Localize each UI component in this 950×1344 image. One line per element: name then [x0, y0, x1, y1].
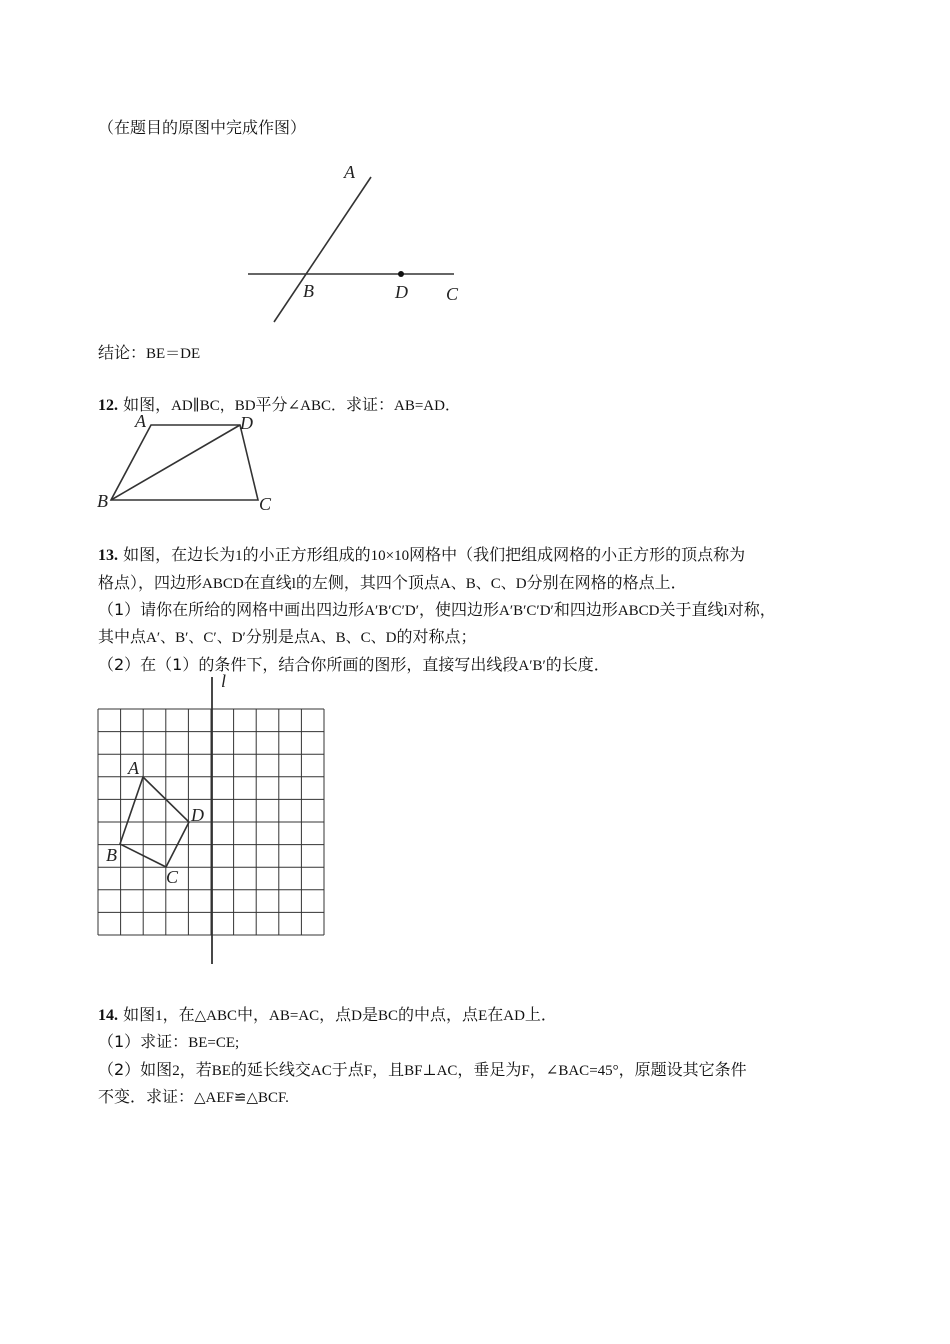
text: 于点: [331, 1060, 364, 1079]
text: 的小正方形组成的: [242, 545, 371, 564]
math: BE: [211, 1063, 231, 1079]
q12-math: ∠ABC．: [287, 398, 346, 414]
math: A′、B′、C′、D′: [146, 630, 246, 646]
label-l: l: [221, 671, 227, 691]
point-d-dot: [398, 271, 404, 277]
text: 如图，在边长为: [118, 545, 236, 564]
label-a: A: [135, 411, 146, 431]
text: 的左侧，其四个顶点: [295, 573, 440, 592]
q14-number: 14.: [98, 1007, 118, 1024]
text: 如图: [118, 1005, 156, 1024]
math: F: [521, 1063, 530, 1079]
text: 分别是点: [245, 627, 310, 646]
text: 在: [487, 1005, 504, 1024]
trapezoid-abcd: [111, 425, 258, 500]
math: D: [351, 1008, 363, 1024]
text: （1）请你在所给的网格中画出四边形: [98, 600, 365, 619]
math: △ABC: [194, 1008, 237, 1024]
grid-lines: [98, 709, 324, 935]
text: 和四边形: [553, 600, 618, 619]
math: 1: [155, 1008, 163, 1024]
math: BE=CE;: [188, 1035, 240, 1051]
text: 不变．求证：: [98, 1087, 195, 1106]
q14-line-3: [98, 1060, 747, 1081]
label-b: B: [97, 491, 108, 511]
label-b: B: [303, 281, 314, 301]
math: 10×10: [370, 548, 410, 564]
text: ，若: [179, 1060, 212, 1079]
text: 关于直线: [659, 600, 724, 619]
text: ，点: [319, 1005, 352, 1024]
q13-line-3: [98, 600, 776, 621]
q12-number: 12.: [98, 397, 118, 414]
math: AC: [310, 1063, 332, 1079]
conclusion-prefix: 结论：: [98, 343, 147, 362]
q14-line-1: [98, 1005, 557, 1026]
text: 是: [362, 1005, 379, 1024]
math: ABCD: [617, 603, 660, 619]
text: ，: [529, 1060, 546, 1079]
conclusion-text: BE＝DE: [146, 346, 201, 362]
text: （2）如图: [98, 1060, 173, 1079]
q11-instruction: （在题目的原图中完成作图）: [98, 118, 307, 137]
text: 其中点: [98, 627, 147, 646]
math: 2: [172, 1063, 180, 1079]
q11-figure: [240, 158, 480, 328]
math: A′B′: [518, 658, 546, 674]
text: 网格中（我们把组成网格的小正方形的顶点称为: [409, 545, 746, 564]
text: 的中点，点: [398, 1005, 479, 1024]
label-d: D: [191, 805, 204, 825]
q12-text: 平分: [255, 395, 288, 414]
text: （2）在（1）的条件下，结合你所画的图形，直接写出线段: [98, 655, 519, 674]
text: ，垂足为: [457, 1060, 522, 1079]
math: A′B′C′D′: [364, 603, 419, 619]
math: F: [363, 1063, 373, 1079]
label-a: A: [344, 162, 355, 182]
math: A、B、C、D: [309, 630, 397, 646]
text: ，使四边形: [419, 600, 500, 619]
math: BF⊥AC: [404, 1063, 458, 1079]
label-a: A: [128, 758, 139, 778]
ray-ba-line: [274, 177, 371, 322]
math: A、B、C、D: [439, 576, 527, 592]
math: l: [291, 576, 296, 592]
text: 的延长线交: [230, 1060, 311, 1079]
q14-line-4: [98, 1087, 289, 1108]
text: ，原题设其它条件: [618, 1060, 747, 1079]
q11-conclusion: [98, 343, 200, 364]
math: △AEF≌△BCF.: [194, 1090, 289, 1106]
label-c: C: [446, 284, 459, 304]
q13-number: 13.: [98, 547, 118, 564]
label-b: B: [106, 845, 117, 865]
q13-line-1: [98, 545, 745, 566]
q13-line-4: [98, 627, 477, 648]
text: 上．: [524, 1005, 557, 1024]
text: ，且: [372, 1060, 405, 1079]
q13-line-5: [98, 655, 610, 676]
text: （1）求证：: [98, 1032, 189, 1051]
math: A′B′C′D′: [499, 603, 554, 619]
q13-line-2: [98, 573, 687, 594]
text: 分别在网格的格点上．: [526, 573, 687, 592]
q13-grid-figure: [90, 671, 340, 970]
math: ∠BAC=45°: [545, 1063, 619, 1079]
text: 格点），四边形: [98, 573, 203, 592]
q12-math: AD∥BC，BD: [171, 398, 256, 414]
math: E: [478, 1008, 488, 1024]
q12-math: AB=AD．: [394, 398, 460, 414]
text: 对称，: [727, 600, 776, 619]
label-d: D: [395, 282, 408, 302]
q14-line-2: [98, 1032, 239, 1053]
text: 的长度．: [545, 655, 610, 674]
label-c: C: [166, 867, 179, 887]
text: 在直线: [243, 573, 292, 592]
math: BC: [378, 1008, 399, 1024]
q12-text: 如图，: [118, 395, 172, 414]
text: 的对称点；: [396, 627, 477, 646]
label-d: D: [240, 413, 253, 433]
math: AD: [503, 1008, 525, 1024]
text: 中，: [237, 1005, 270, 1024]
label-c: C: [259, 494, 272, 514]
q12-figure: [95, 412, 285, 517]
math: 1: [235, 548, 243, 564]
math: AB=AC: [269, 1008, 320, 1024]
q12-text: 求证：: [345, 395, 394, 414]
text: ，在: [162, 1005, 195, 1024]
math: l: [723, 603, 728, 619]
math: ABCD: [202, 576, 244, 592]
